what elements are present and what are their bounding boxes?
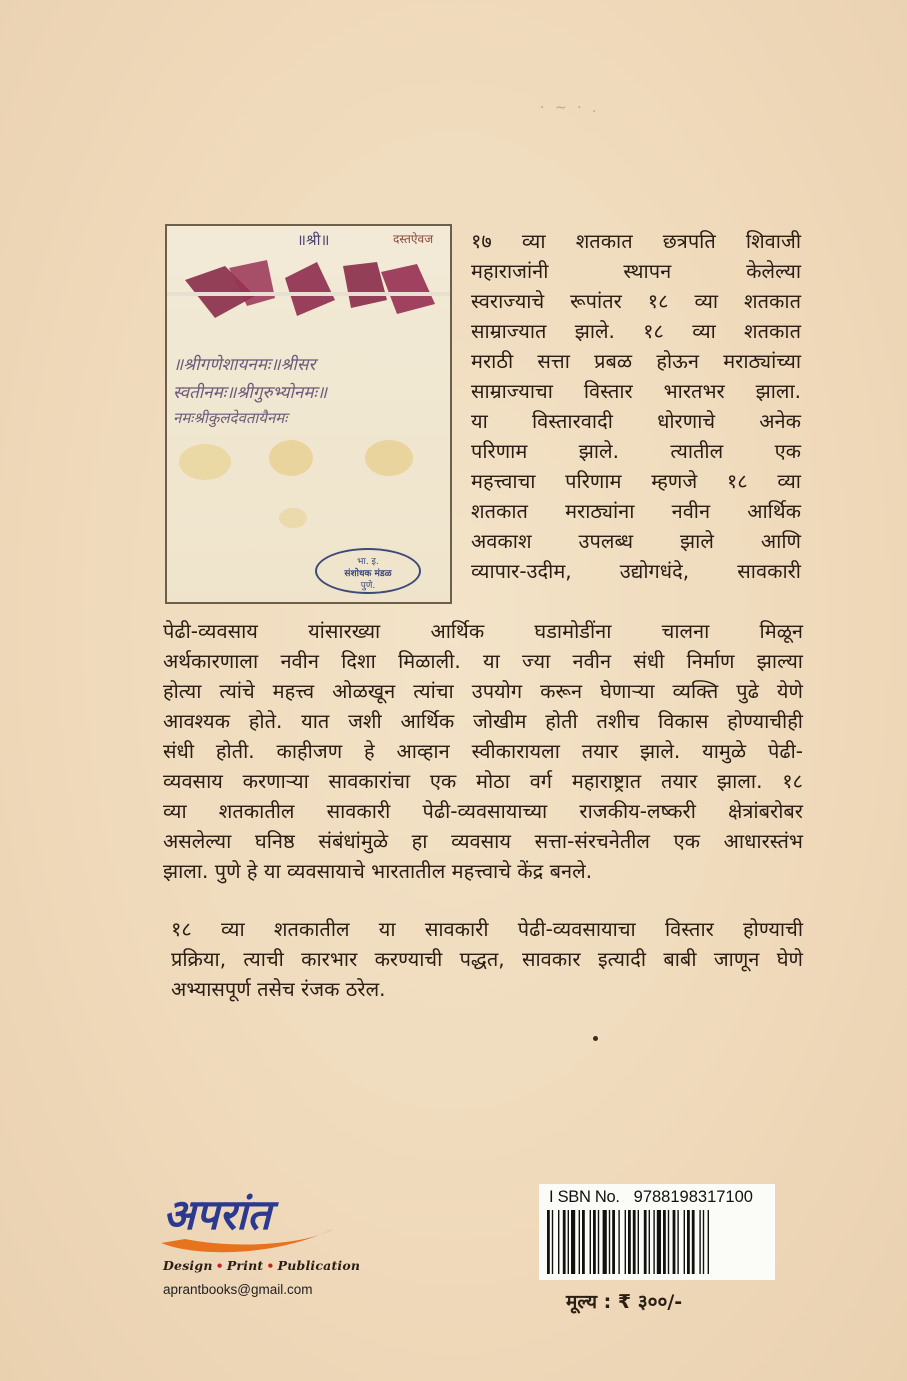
blurb-line: अभ्यासपूर्ण तसेच रंजक ठरेल. [171, 977, 386, 1001]
manuscript-line-2: स्वतीनमः॥श्रीगुरुभ्योनमः॥ [173, 383, 328, 403]
manuscript-line-3: नमःश्रीकुलदेवतायैनमः [173, 409, 288, 427]
blurb-line: प्रक्रिया, त्याची कारभार करण्याची पद्धत, सावकार इत्यादी बाबी जाणून घेणे [171, 947, 803, 971]
barcode-bar [618, 1210, 619, 1274]
blurb-line: महाराजांनी स्थापन केलेल्या [471, 259, 801, 283]
barcode-bar [677, 1210, 678, 1274]
barcode-bar [699, 1210, 700, 1274]
stamp-line-2: संशोधक मंडळ [344, 569, 392, 579]
manuscript-line-1: ॥श्रीगणेशायनमः॥श्रीसर [173, 355, 316, 375]
barcode-bar [649, 1210, 650, 1274]
barcode-bar [558, 1210, 559, 1274]
tagline-print: Print [226, 1258, 264, 1273]
barcode-bar [579, 1210, 580, 1274]
isbn-label: I SBN No. [549, 1188, 620, 1206]
publisher-logo [155, 1183, 345, 1259]
barcode-bar [684, 1210, 685, 1274]
tagline-publication: Publication [277, 1258, 361, 1273]
barcode-bar [668, 1210, 669, 1274]
blurb-line: संधी होती. काहीजण हे आव्हान स्वीकारायला तयार झाले. यामुळे पेढी- [163, 739, 803, 763]
isbn-barcode [539, 1184, 775, 1280]
barcode-bar [563, 1210, 566, 1274]
barcode-bar [590, 1210, 591, 1274]
barcode-bar [653, 1210, 654, 1274]
manuscript-corner-note: दस्तऐवज [393, 232, 434, 246]
blurb-line: साम्राज्यात झाले. १८ व्या शतकात [471, 319, 801, 343]
blurb-line: पेढी-व्यवसाय यांसारख्या आर्थिक घडामोडींना चालना मिळून [163, 619, 803, 643]
barcode-bar [687, 1210, 690, 1274]
barcode-bar [692, 1210, 695, 1274]
blurb-line: १७ व्या शतकात छत्रपति शिवाजी [471, 229, 801, 253]
stamp-line-1: भा. इ. [357, 557, 379, 567]
barcode-bar [633, 1210, 636, 1274]
blurb-line: शतकात मराठ्यांना नवीन आर्थिक [471, 499, 801, 523]
blurb-line: साम्राज्याचा विस्तार भारतभर झाला. [471, 379, 801, 403]
barcode-bar [552, 1210, 553, 1274]
publisher-logo-text: अपरांत [163, 1190, 271, 1239]
tagline-separator: • [215, 1258, 224, 1273]
wax-seals [167, 258, 450, 328]
tagline-separator: • [266, 1258, 275, 1273]
barcode-bars [547, 1210, 769, 1274]
blurb-line: असलेल्या घनिष्ठ संबंधांमुळे हा व्यवसाय सत्ता-संरचनेतील एक आधारस्तंभ [163, 829, 803, 853]
manuscript-image [165, 224, 452, 604]
barcode-bar [547, 1210, 550, 1274]
blurb-line: या विस्तारवादी धोरणाचे अनेक [471, 409, 801, 433]
isbn-text [549, 1188, 753, 1207]
barcode-bar [703, 1210, 704, 1274]
barcode-bar [625, 1210, 626, 1274]
barcode-bar [593, 1210, 596, 1274]
blurb-line: स्वराज्याचे रूपांतर १८ व्या शतकात [471, 289, 801, 313]
barcode-bar [568, 1210, 569, 1274]
blurb-paragraph-2 [163, 914, 803, 1004]
barcode-bar [657, 1210, 661, 1274]
barcode-bar [603, 1210, 607, 1274]
publisher-email: aprantbooks@gmail.com [163, 1282, 313, 1297]
blurb-line: परिणाम झाले. त्यातील एक [471, 439, 801, 463]
blurb-line: व्यवसाय करणाऱ्या सावकारांचा एक मोठा वर्ग महाराष्ट्रात तयार झाला. १८ [163, 769, 803, 793]
barcode-bar [663, 1210, 666, 1274]
blurb-paragraph-1-bottom [163, 616, 803, 886]
blurb-line: अवकाश उपलब्ध झाले आणि [471, 529, 801, 553]
barcode-bar [598, 1210, 599, 1274]
blurb-line: झाला. पुणे हे या व्यवसायाचे भारतातील महत्त्वाचे केंद्र बनले. [163, 859, 593, 883]
manuscript-header: ॥श्री॥ [297, 231, 330, 249]
barcode-bar [612, 1210, 615, 1274]
blurb-line: १८ व्या शतकातील या सावकारी पेढी-व्यवसायाचा विस्तार होण्याची [171, 917, 803, 941]
barcode-bar [571, 1210, 575, 1274]
blurb-line: व्यापार-उदीम, उद्योगधंदे, सावकारी [471, 559, 801, 583]
blurb-line: आवश्यक होते. यात जशी आर्थिक जोखीम होती तशीच विकास होण्याचीही [163, 709, 803, 733]
blurb-line: मराठी सत्ता प्रबळ होऊन मराठ्यांच्या [471, 349, 801, 373]
blurb-line: अर्थकारणाला नवीन दिशा मिळाली. या ज्या नवीन संधी निर्माण झाल्या [163, 649, 803, 673]
barcode-bar [638, 1210, 639, 1274]
separator-dot [593, 1036, 598, 1041]
price-label: मूल्य : ₹ ३००/- [566, 1291, 683, 1313]
library-stamp [315, 548, 421, 594]
blurb-line: महत्त्वाचा परिणाम म्हणजे १८ व्या [471, 469, 801, 493]
tagline-design: Design [163, 1258, 213, 1273]
publisher-tagline [163, 1258, 360, 1273]
barcode-bar [708, 1210, 709, 1274]
barcode-bar [628, 1210, 631, 1274]
barcode-bar [609, 1210, 610, 1274]
barcode-bar [582, 1210, 585, 1274]
manuscript-stains [167, 436, 450, 556]
blurb-line: व्या शतकातील सावकारी पेढी-व्यवसायाच्या राजकीय-लष्करी क्षेत्रांबरोबर [163, 799, 803, 823]
stamp-line-3: पुणे. [360, 581, 376, 591]
blurb-line: होत्या त्यांचे महत्त्व ओळखून त्यांचा उपयोग करून घेणाऱ्या व्यक्ति पुढे येणे [163, 679, 803, 703]
barcode-bar [644, 1210, 647, 1274]
blurb-paragraph-1-top [471, 226, 801, 586]
barcode-bar [673, 1210, 676, 1274]
cover-smudge: · ~ · . [540, 100, 600, 116]
isbn-number: 9788198317100 [633, 1188, 753, 1206]
